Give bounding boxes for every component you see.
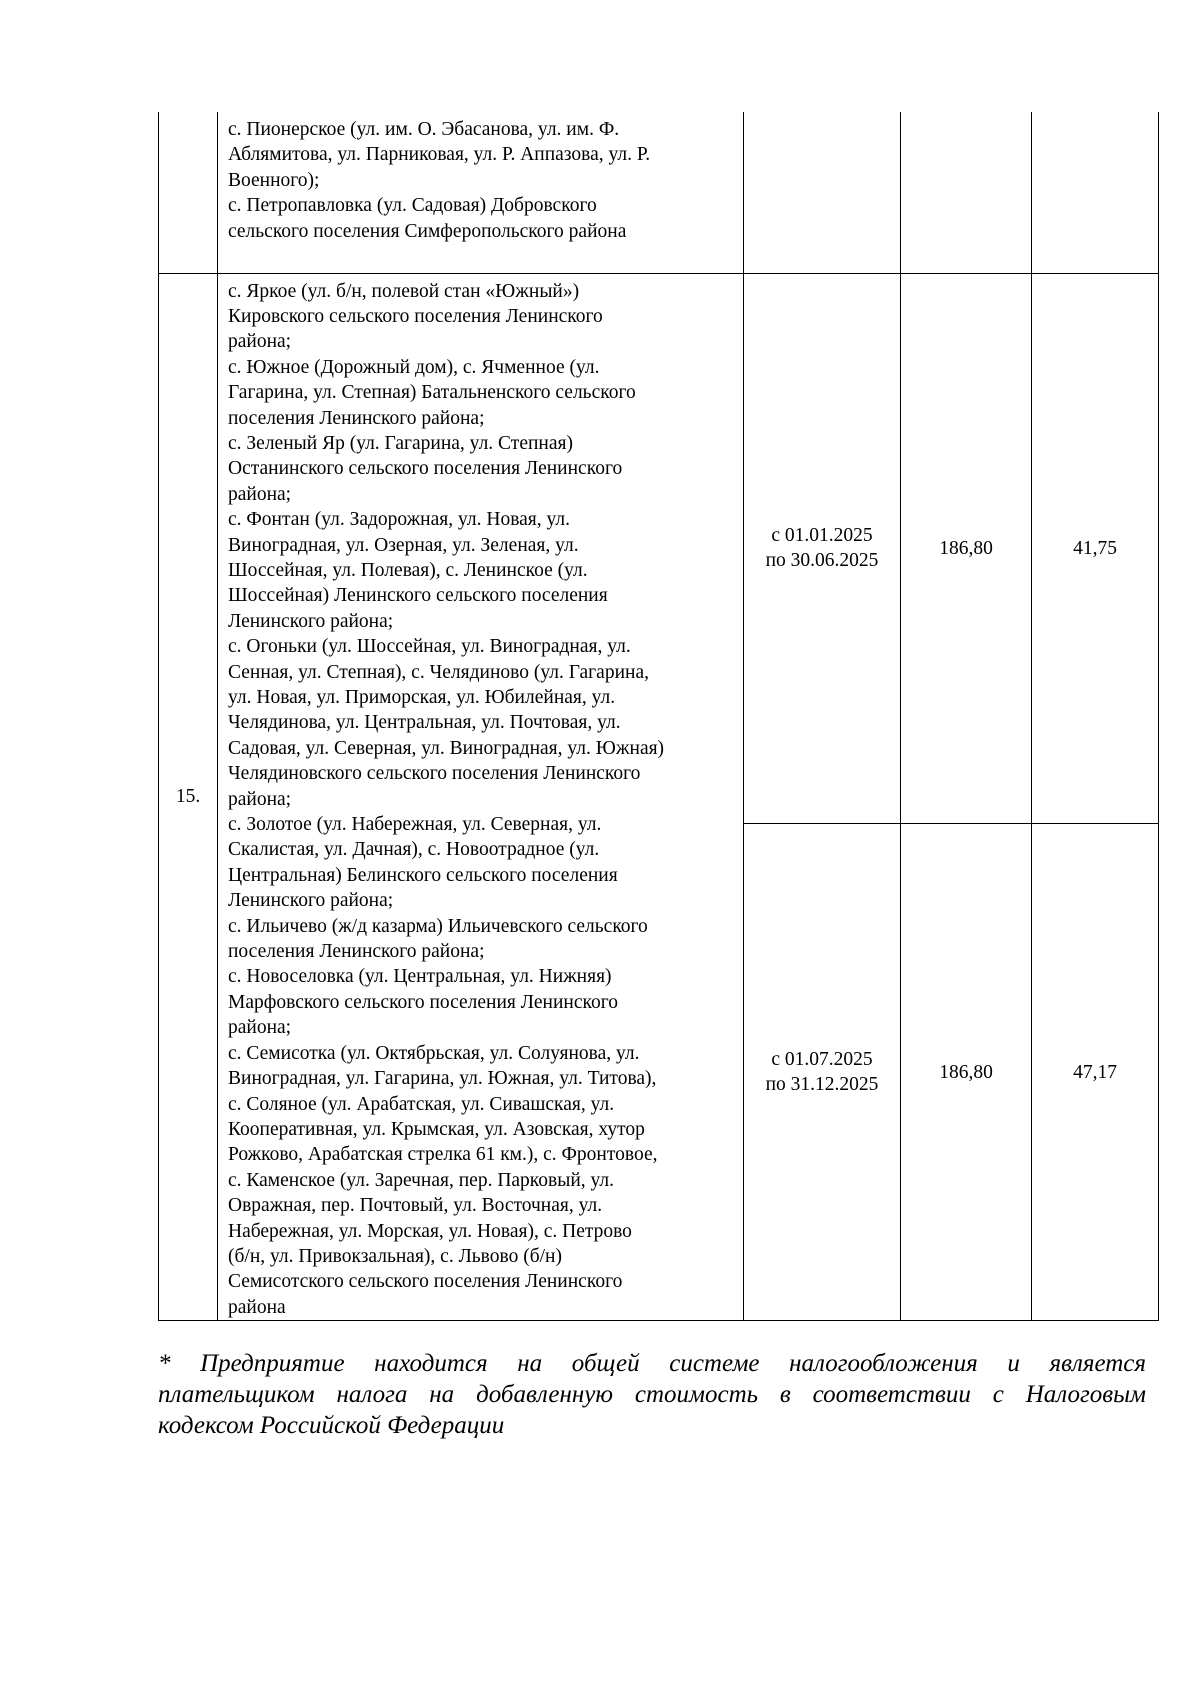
settlements-line: Набережная, ул. Морская, ул. Новая), с. Петрово <box>228 1220 632 1242</box>
footnote-line: * Предприятие находится на общей системе налогообложения и является <box>158 1350 1146 1377</box>
tariff-value-cell: 41,75 <box>1032 273 1159 824</box>
settlements-line: сельского поселения Симферопольского района <box>228 220 627 242</box>
settlements-cell <box>218 112 744 273</box>
settlements-line: Аблямитова, ул. Парниковая, ул. Р. Аппазова, ул. Р. <box>228 144 651 166</box>
settlements-line: Рожково, Арабатская стрелка 61 км.), с. Фронтовое, <box>228 1144 658 1166</box>
settlements-line: Садовая, ул. Северная, ул. Виноградная, ул. Южная) <box>228 737 665 759</box>
footnote <box>158 1348 1146 1441</box>
row-number-cell: 15. <box>159 273 218 1321</box>
settlements-line: Кировского сельского поселения Ленинского <box>228 305 603 327</box>
settlements-line: Овражная, пер. Почтовый, ул. Восточная, ул. <box>228 1195 603 1217</box>
settlements-line: Кооперативная, ул. Крымская, ул. Азовская, хутор <box>228 1118 645 1140</box>
settlements-line: поселения Ленинского района; <box>228 407 485 429</box>
settlements-line: района <box>228 1296 286 1318</box>
period-cell <box>744 273 901 824</box>
settlements-line: Ленинского района; <box>228 890 394 912</box>
period-from: с 01.01.2025 <box>771 525 873 547</box>
value-cell <box>1032 112 1159 273</box>
table-row <box>159 112 1159 273</box>
tariff-value-cell: 47,17 <box>1032 824 1159 1321</box>
row-number-cell <box>159 112 218 273</box>
value-cell <box>901 112 1032 273</box>
tariff-value-cell: 186,80 <box>901 824 1032 1321</box>
period-to: по 31.12.2025 <box>765 1074 879 1096</box>
settlements-line: с. Фонтан (ул. Задорожная, ул. Новая, ул. <box>228 509 571 531</box>
settlements-line: с. Петропавловка (ул. Садовая) Добровского <box>228 195 597 217</box>
settlements-line: Шоссейная, ул. Полевая), с. Ленинское (ул. <box>228 559 588 581</box>
settlements-line: поселения Ленинского района; <box>228 941 485 963</box>
settlements-line: района; <box>228 483 292 505</box>
settlements-line: района; <box>228 788 292 810</box>
settlements-line: с. Соляное (ул. Арабатская, ул. Сивашская, ул. <box>228 1093 615 1115</box>
settlements-line: с. Новоселовка (ул. Центральная, ул. Нижняя) <box>228 966 612 988</box>
settlements-line: Шоссейная) Ленинского сельского поселения <box>228 585 608 607</box>
footnote-line: кодексом Российской Федерации <box>158 1412 505 1439</box>
settlements-line: с. Яркое (ул. б/н, полевой стан «Южный») <box>228 280 580 302</box>
table-row <box>159 273 1159 824</box>
settlements-line: с. Южное (Дорожный дом), с. Ячменное (ул. <box>228 356 600 378</box>
period-cell <box>744 824 901 1321</box>
settlements-line: Виноградная, ул. Озерная, ул. Зеленая, ул. <box>228 534 579 556</box>
period-from: с 01.07.2025 <box>771 1048 873 1070</box>
settlements-line: с. Огоньки (ул. Шоссейная, ул. Виноградная, ул. <box>228 636 631 658</box>
settlements-line: района; <box>228 331 292 353</box>
settlements-line: Виноградная, ул. Гагарина, ул. Южная, ул. Титова), <box>228 1068 657 1090</box>
settlements-line: района; <box>228 1017 292 1039</box>
settlements-line: Останинского сельского поселения Ленинского <box>228 458 623 480</box>
settlements-line: с. Ильичево (ж/д казарма) Ильичевского сельского <box>228 915 648 937</box>
settlements-line: Ленинского района; <box>228 610 394 632</box>
footnote-line: плательщиком налога на добавленную стоимость в соответствии с Налоговым <box>158 1381 1146 1408</box>
settlements-line: Семисотского сельского поселения Ленинского <box>228 1271 623 1293</box>
settlements-line: Сенная, ул. Степная), с. Челядиново (ул. Гагарина, <box>228 661 649 683</box>
settlements-line: ул. Новая, ул. Приморская, ул. Юбилейная, ул. <box>228 687 616 708</box>
period-to: по 30.06.2025 <box>765 550 879 572</box>
settlements-line: Челядинова, ул. Центральная, ул. Почтовая, ул. <box>228 712 621 734</box>
settlements-line: Марфовского сельского поселения Ленинского <box>228 991 618 1013</box>
settlements-line: с. Каменское (ул. Заречная, пер. Парковый, ул. <box>228 1169 615 1191</box>
settlements-line: с. Золотое (ул. Набережная, ул. Северная, ул. <box>228 814 602 836</box>
settlements-cell <box>218 273 744 1321</box>
settlements-line: Челядиновского сельского поселения Ленинского <box>228 763 641 785</box>
settlements-line: Скалистая, ул. Дачная), с. Новоотрадное (ул. <box>228 839 600 861</box>
settlements-line: Центральная) Белинского сельского поселения <box>228 864 618 886</box>
tariff-value-cell: 186,80 <box>901 273 1032 824</box>
tariff-table <box>158 112 1159 1321</box>
settlements-line: Военного); <box>228 169 320 191</box>
settlements-line: (б/н, ул. Привокзальная), с. Львово (б/н) <box>228 1245 562 1267</box>
settlements-line: с. Семисотка (ул. Октябрьская, ул. Солуянова, ул. <box>228 1042 640 1064</box>
settlements-line: Гагарина, ул. Степная) Батальненского сельского <box>228 382 636 404</box>
settlements-line: с. Пионерское (ул. им. О. Эбасанова, ул. им. Ф. <box>228 119 620 140</box>
period-cell <box>744 112 901 273</box>
settlements-line: с. Зеленый Яр (ул. Гагарина, ул. Степная) <box>228 432 573 454</box>
